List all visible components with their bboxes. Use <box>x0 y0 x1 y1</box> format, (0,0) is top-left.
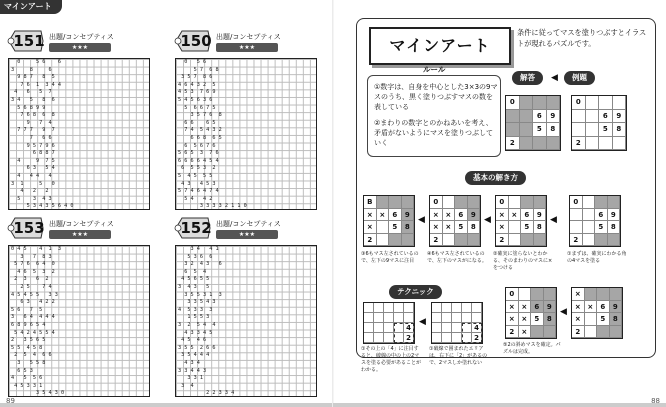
mini-cell <box>608 234 621 247</box>
puzzle-number: 151 <box>13 32 45 50</box>
mini-cell: 9 <box>544 301 557 314</box>
section-tab: マインアート <box>0 0 62 14</box>
mini-cell: × <box>430 209 443 222</box>
rule-item-1: ①数字は、自身を中心とした3×3の9マスのうち、黒く塗りつぶすマスの数を表している <box>374 83 498 111</box>
mini-cell: 4 <box>472 323 482 333</box>
mini-cell <box>597 326 610 339</box>
mini-cell: 6 <box>599 110 613 124</box>
mini-cell: 8 <box>544 313 557 326</box>
mini-cell <box>394 303 404 313</box>
example-label: 例題 <box>564 71 595 85</box>
mini-cell: × <box>443 209 456 222</box>
mini-cell: 5 <box>597 313 610 326</box>
mini-cell <box>583 234 596 247</box>
technique-grid-2 <box>431 302 483 344</box>
mini-cell: 5 <box>595 221 608 234</box>
mini-cell <box>519 288 532 301</box>
mini-cell <box>384 313 394 323</box>
mini-cell <box>572 110 586 124</box>
puzzle-grid[interactable] <box>175 245 317 397</box>
page-footer-bar <box>333 403 666 407</box>
mini-cell: 8 <box>613 123 627 137</box>
grid-digits: 0 4 5 4 1 3 3 7 8 3 5 7 6 6 4 0 4 6 5 3 2 2 3 6 2 2 5 7 4 4 5 4 5 5 3 3 6 3 4 2 2 5 6 7 5 3 6 4 4 4 4 6 8 9 6 5 4 5 4 2 4 5 5 4 2 3 5 6 5 5 5 4 5 8 2 5 4 6 6 3 5 5 8 6 5 3 4 5 5 6 4 5 3 3 1 3 5 4 3 0 <box>11 246 65 396</box>
mini-cell <box>583 221 596 234</box>
mini-cell <box>583 209 596 222</box>
mini-cell <box>586 96 600 110</box>
mini-cell <box>613 137 627 151</box>
mini-cell <box>442 303 452 313</box>
mini-cell <box>599 137 613 151</box>
mini-cell <box>432 323 442 333</box>
mini-cell: 5 <box>389 221 402 234</box>
arrow-left-icon: ◀ <box>419 317 426 327</box>
mini-cell <box>452 313 462 323</box>
mini-cell: 2 <box>364 234 377 247</box>
mini-cell <box>586 110 600 124</box>
mini-cell <box>585 288 598 301</box>
page-footer-bar <box>0 403 333 407</box>
mini-cell <box>570 209 583 222</box>
mini-cell: 6 <box>531 301 544 314</box>
mini-cell: × <box>519 301 532 314</box>
mini-cell: 9 <box>468 209 481 222</box>
puzzle-number: 153 <box>13 219 45 237</box>
mini-cell <box>521 234 534 247</box>
grid-digits: 0 5 6 5 7 6 8 3 5 7 8 6 4 6 4 3 2 5 4 5 3 7 6 9 5 4 5 6 3 6 5 6 6 7 5 3 5 7 6 8 6 6 6 5 7 4 5 4 3 2 6 6 8 6 5 6 5 6 7 6 5 6 5 3 7 6 6 6 6 6 4 5 4 6 5 5 3 2 5 4 5 5 5 4 3 4 5 3 5 7 4 6 4 7 4 5 4 4 2 3 3 3 3 2 1 1 0 <box>178 59 247 209</box>
mini-cell <box>585 326 598 339</box>
step-grid-6 <box>571 287 623 339</box>
mini-cell <box>452 333 462 343</box>
difficulty-stars: ★★★ <box>216 43 278 52</box>
mini-cell <box>364 303 374 313</box>
mini-cell <box>544 326 557 339</box>
step-grid-3 <box>429 195 481 247</box>
mini-cell: 0 <box>496 196 509 209</box>
mini-cell: 0 <box>572 96 586 110</box>
caption-step-4: ③6もマス左されているので、左下の9マスに注目 <box>361 251 419 264</box>
mini-cell <box>374 303 384 313</box>
mini-cell <box>468 196 481 209</box>
mini-cell: 2 <box>506 326 519 339</box>
caption-step-2: ②確実に塗らないとわかる、そのまわりのマスに×をつける <box>493 251 553 271</box>
mini-cell <box>509 234 522 247</box>
mini-cell <box>547 96 561 110</box>
mini-cell: 0 <box>506 288 519 301</box>
arrow-left-icon: ◀ <box>484 215 491 225</box>
mini-cell: 8 <box>402 221 415 234</box>
mini-cell: 5 <box>599 123 613 137</box>
mini-cell: × <box>430 221 443 234</box>
step-grid-2 <box>495 195 547 247</box>
mini-cell: 9 <box>547 110 561 124</box>
puzzle-credit: 出題/コンセプティス <box>49 33 114 41</box>
mini-cell <box>613 96 627 110</box>
mini-cell <box>462 303 472 313</box>
puzzle-grid[interactable] <box>175 58 317 210</box>
puzzle-credit: 出題/コンセプティス <box>216 220 281 228</box>
mini-cell <box>384 323 394 333</box>
mini-cell <box>533 96 547 110</box>
mini-cell <box>610 326 623 339</box>
mini-cell <box>443 196 456 209</box>
mini-cell <box>533 137 547 151</box>
mini-cell: 0 <box>570 196 583 209</box>
puzzle-credit: 出題/コンセプティス <box>216 33 281 41</box>
mini-cell: B <box>364 196 377 209</box>
mini-cell <box>610 288 623 301</box>
difficulty-stars: ★★★ <box>216 230 278 239</box>
mini-cell <box>452 323 462 333</box>
title-box <box>369 27 511 65</box>
mini-cell: × <box>585 301 598 314</box>
mini-cell <box>432 303 442 313</box>
puzzle-number-badge <box>172 215 212 241</box>
mini-cell: 9 <box>402 209 415 222</box>
mini-cell: 2 <box>572 326 585 339</box>
mini-cell <box>547 137 561 151</box>
mini-cell: 9 <box>608 209 621 222</box>
page-number-left: 89 <box>6 397 15 405</box>
answer-grid <box>505 95 561 151</box>
caption-step-1: ①まずは、確実にわかる角の4マスを塗る <box>567 251 627 264</box>
technique-grid-1 <box>363 302 415 344</box>
mini-cell: 2 <box>430 234 443 247</box>
puzzle-credit: 出題/コンセプティス <box>49 220 114 228</box>
mini-cell: 5 <box>531 313 544 326</box>
mini-cell <box>468 234 481 247</box>
mini-cell <box>506 123 520 137</box>
mini-cell <box>384 303 394 313</box>
mini-cell: 5 <box>521 221 534 234</box>
mini-cell <box>432 333 442 343</box>
mini-cell <box>455 234 468 247</box>
mini-cell: 6 <box>455 209 468 222</box>
mini-cell: 6 <box>389 209 402 222</box>
mini-cell <box>404 303 414 313</box>
mini-cell <box>377 234 390 247</box>
mini-cell: × <box>509 209 522 222</box>
mini-cell: 2 <box>570 234 583 247</box>
mini-cell <box>384 333 394 343</box>
rule-box <box>367 75 501 157</box>
mini-cell: 9 <box>534 209 547 222</box>
mini-cell: 8 <box>534 221 547 234</box>
puzzle-number-badge <box>5 28 45 54</box>
mini-cell <box>570 221 583 234</box>
difficulty-stars: ★★★ <box>49 43 111 52</box>
puzzle-grid[interactable] <box>8 58 150 210</box>
mini-cell <box>585 313 598 326</box>
mini-cell <box>394 313 404 323</box>
caption-step-3: ④6もマス左されているので、左下のマスがになる。 <box>427 251 487 264</box>
mini-cell <box>442 313 452 323</box>
mini-cell: 4 <box>404 323 414 333</box>
difficulty-stars: ★★★ <box>49 230 111 239</box>
mini-cell: × <box>443 221 456 234</box>
mini-cell <box>534 234 547 247</box>
mini-cell <box>472 303 482 313</box>
caption-technique-1: ①その上の「4」に注目すると、破線の中の上の2マスを塗る必要があることがわかる。 <box>361 346 422 373</box>
mini-cell <box>374 323 384 333</box>
right-page <box>333 0 666 407</box>
step-grid-5 <box>505 287 557 339</box>
puzzle-number: 152 <box>180 219 212 237</box>
grid-digits: 3 4 4 1 5 3 6 6 3 2 4 3 6 6 5 4 4 5 6 5 5 3 4 3 5 3 5 5 3 1 3 3 3 5 4 3 4 5 3 3 3 1 5 5 3 3 2 5 4 4 4 3 3 4 5 4 5 4 6 3 5 5 2 6 6 3 5 4 4 4 4 3 4 3 3 4 4 3 3 3 1 3 4 2 2 3 3 4 <box>178 246 235 396</box>
mini-cell: × <box>377 209 390 222</box>
mini-cell <box>364 323 374 333</box>
mini-cell <box>572 123 586 137</box>
answer-label: 解答 <box>512 71 543 85</box>
mini-cell: 9 <box>610 301 623 314</box>
arrow-left-icon: ◀ <box>550 215 557 225</box>
rule-label: ルール <box>423 65 446 74</box>
mini-cell: 8 <box>468 221 481 234</box>
mini-cell: × <box>364 221 377 234</box>
mini-cell <box>583 196 596 209</box>
mini-cell <box>377 221 390 234</box>
mini-cell <box>608 196 621 209</box>
mini-cell: 8 <box>610 313 623 326</box>
caption-technique-2: ①破線で囲まれたエリアは、右下に「2」があるので、2マスしか塗れない <box>429 346 488 366</box>
mini-cell: × <box>364 209 377 222</box>
caption-step-5: ⑤2の斜めマスを確定。パズルは完成。 <box>503 342 561 355</box>
mini-cell <box>506 110 520 124</box>
mini-cell: 6 <box>533 110 547 124</box>
mini-cell: × <box>572 313 585 326</box>
mini-cell: × <box>506 313 519 326</box>
mini-cell <box>389 196 402 209</box>
mini-cell <box>597 288 610 301</box>
mini-cell: 2 <box>472 333 482 343</box>
mini-cell <box>462 313 472 323</box>
mini-cell: 2 <box>404 333 414 343</box>
puzzle-number-badge <box>5 215 45 241</box>
mini-cell: × <box>506 301 519 314</box>
mini-cell: 9 <box>613 110 627 124</box>
mini-cell <box>521 196 534 209</box>
mini-cell <box>402 196 415 209</box>
mini-cell <box>534 196 547 209</box>
mini-cell: 5 <box>455 221 468 234</box>
mini-cell: 6 <box>521 209 534 222</box>
grid-digits: 0 5 6 6 3 8 6 9 8 7 8 5 7 6 1 3 4 4 4 6 5 7 3 4 5 8 6 5 6 8 9 9 7 6 8 6 8 9 7 4 7 7 7 9 7 7 6 6 9 5 7 9 6 6 8 8 7 4 9 7 5 6 3 5 4 4 4 4 4 3 1 5 0 4 2 2 5 3 4 3 5 3 4 3 5 6 4 0 <box>11 59 74 209</box>
mini-cell <box>443 234 456 247</box>
mini-cell: × <box>572 301 585 314</box>
mini-cell: × <box>496 221 509 234</box>
mini-cell <box>374 333 384 343</box>
mini-cell <box>402 234 415 247</box>
intro-text: 条件に従ってマスを塗りつぶすとイラストが現れるパズルです。 <box>517 28 647 48</box>
mini-cell: 8 <box>608 221 621 234</box>
puzzle-number: 150 <box>180 32 212 50</box>
arrow-left-icon: ◀ <box>560 307 567 317</box>
rule-item-2: ②まわりの数字とのかねあいを考え、矛盾がないようにマスを塗りつぶしていく <box>374 119 493 147</box>
mini-cell <box>520 123 534 137</box>
page-number-right: 88 <box>651 397 660 405</box>
mini-cell: × <box>496 209 509 222</box>
mini-cell: 5 <box>533 123 547 137</box>
mini-cell <box>432 313 442 323</box>
mini-cell: × <box>572 288 585 301</box>
mini-cell: × <box>519 326 532 339</box>
technique-label: テクニック <box>389 285 442 299</box>
dashed-area <box>394 323 414 343</box>
mini-cell <box>595 196 608 209</box>
mini-cell: 2 <box>506 137 520 151</box>
mini-cell <box>364 333 374 343</box>
mini-cell <box>599 96 613 110</box>
mini-cell <box>586 137 600 151</box>
mini-cell <box>472 313 482 323</box>
mini-cell <box>364 313 374 323</box>
mini-cell: 2 <box>572 137 586 151</box>
step-grid-4 <box>363 195 415 247</box>
mini-cell <box>520 96 534 110</box>
arrow-left-icon: ◀ <box>418 215 425 225</box>
mini-cell <box>374 313 384 323</box>
mini-cell <box>404 313 414 323</box>
mini-cell <box>520 137 534 151</box>
mini-cell: × <box>519 313 532 326</box>
mini-cell: 6 <box>595 209 608 222</box>
mini-cell <box>531 288 544 301</box>
instructions-panel <box>356 18 656 373</box>
mini-cell: 6 <box>597 301 610 314</box>
mini-cell <box>509 221 522 234</box>
mini-cell <box>455 196 468 209</box>
mini-cell <box>442 323 452 333</box>
mini-cell: 0 <box>430 196 443 209</box>
mini-cell <box>586 123 600 137</box>
mini-cell <box>509 196 522 209</box>
arrow-left-icon: ◀ <box>551 73 558 83</box>
mini-cell: 2 <box>496 234 509 247</box>
dashed-area <box>462 323 482 343</box>
example-grid <box>571 95 627 151</box>
mini-cell <box>544 288 557 301</box>
basics-label: 基本の解き方 <box>465 171 526 185</box>
step-grid-1 <box>569 195 621 247</box>
mini-cell <box>442 333 452 343</box>
instructions-title: マインアート <box>389 36 491 55</box>
mini-cell <box>389 234 402 247</box>
mini-cell <box>452 303 462 313</box>
mini-cell <box>520 110 534 124</box>
puzzle-grid[interactable] <box>8 245 150 397</box>
mini-cell <box>595 234 608 247</box>
mini-cell: 8 <box>547 123 561 137</box>
mini-cell: 0 <box>506 96 520 110</box>
puzzle-number-badge <box>172 28 212 54</box>
mini-cell <box>377 196 390 209</box>
mini-cell <box>531 326 544 339</box>
